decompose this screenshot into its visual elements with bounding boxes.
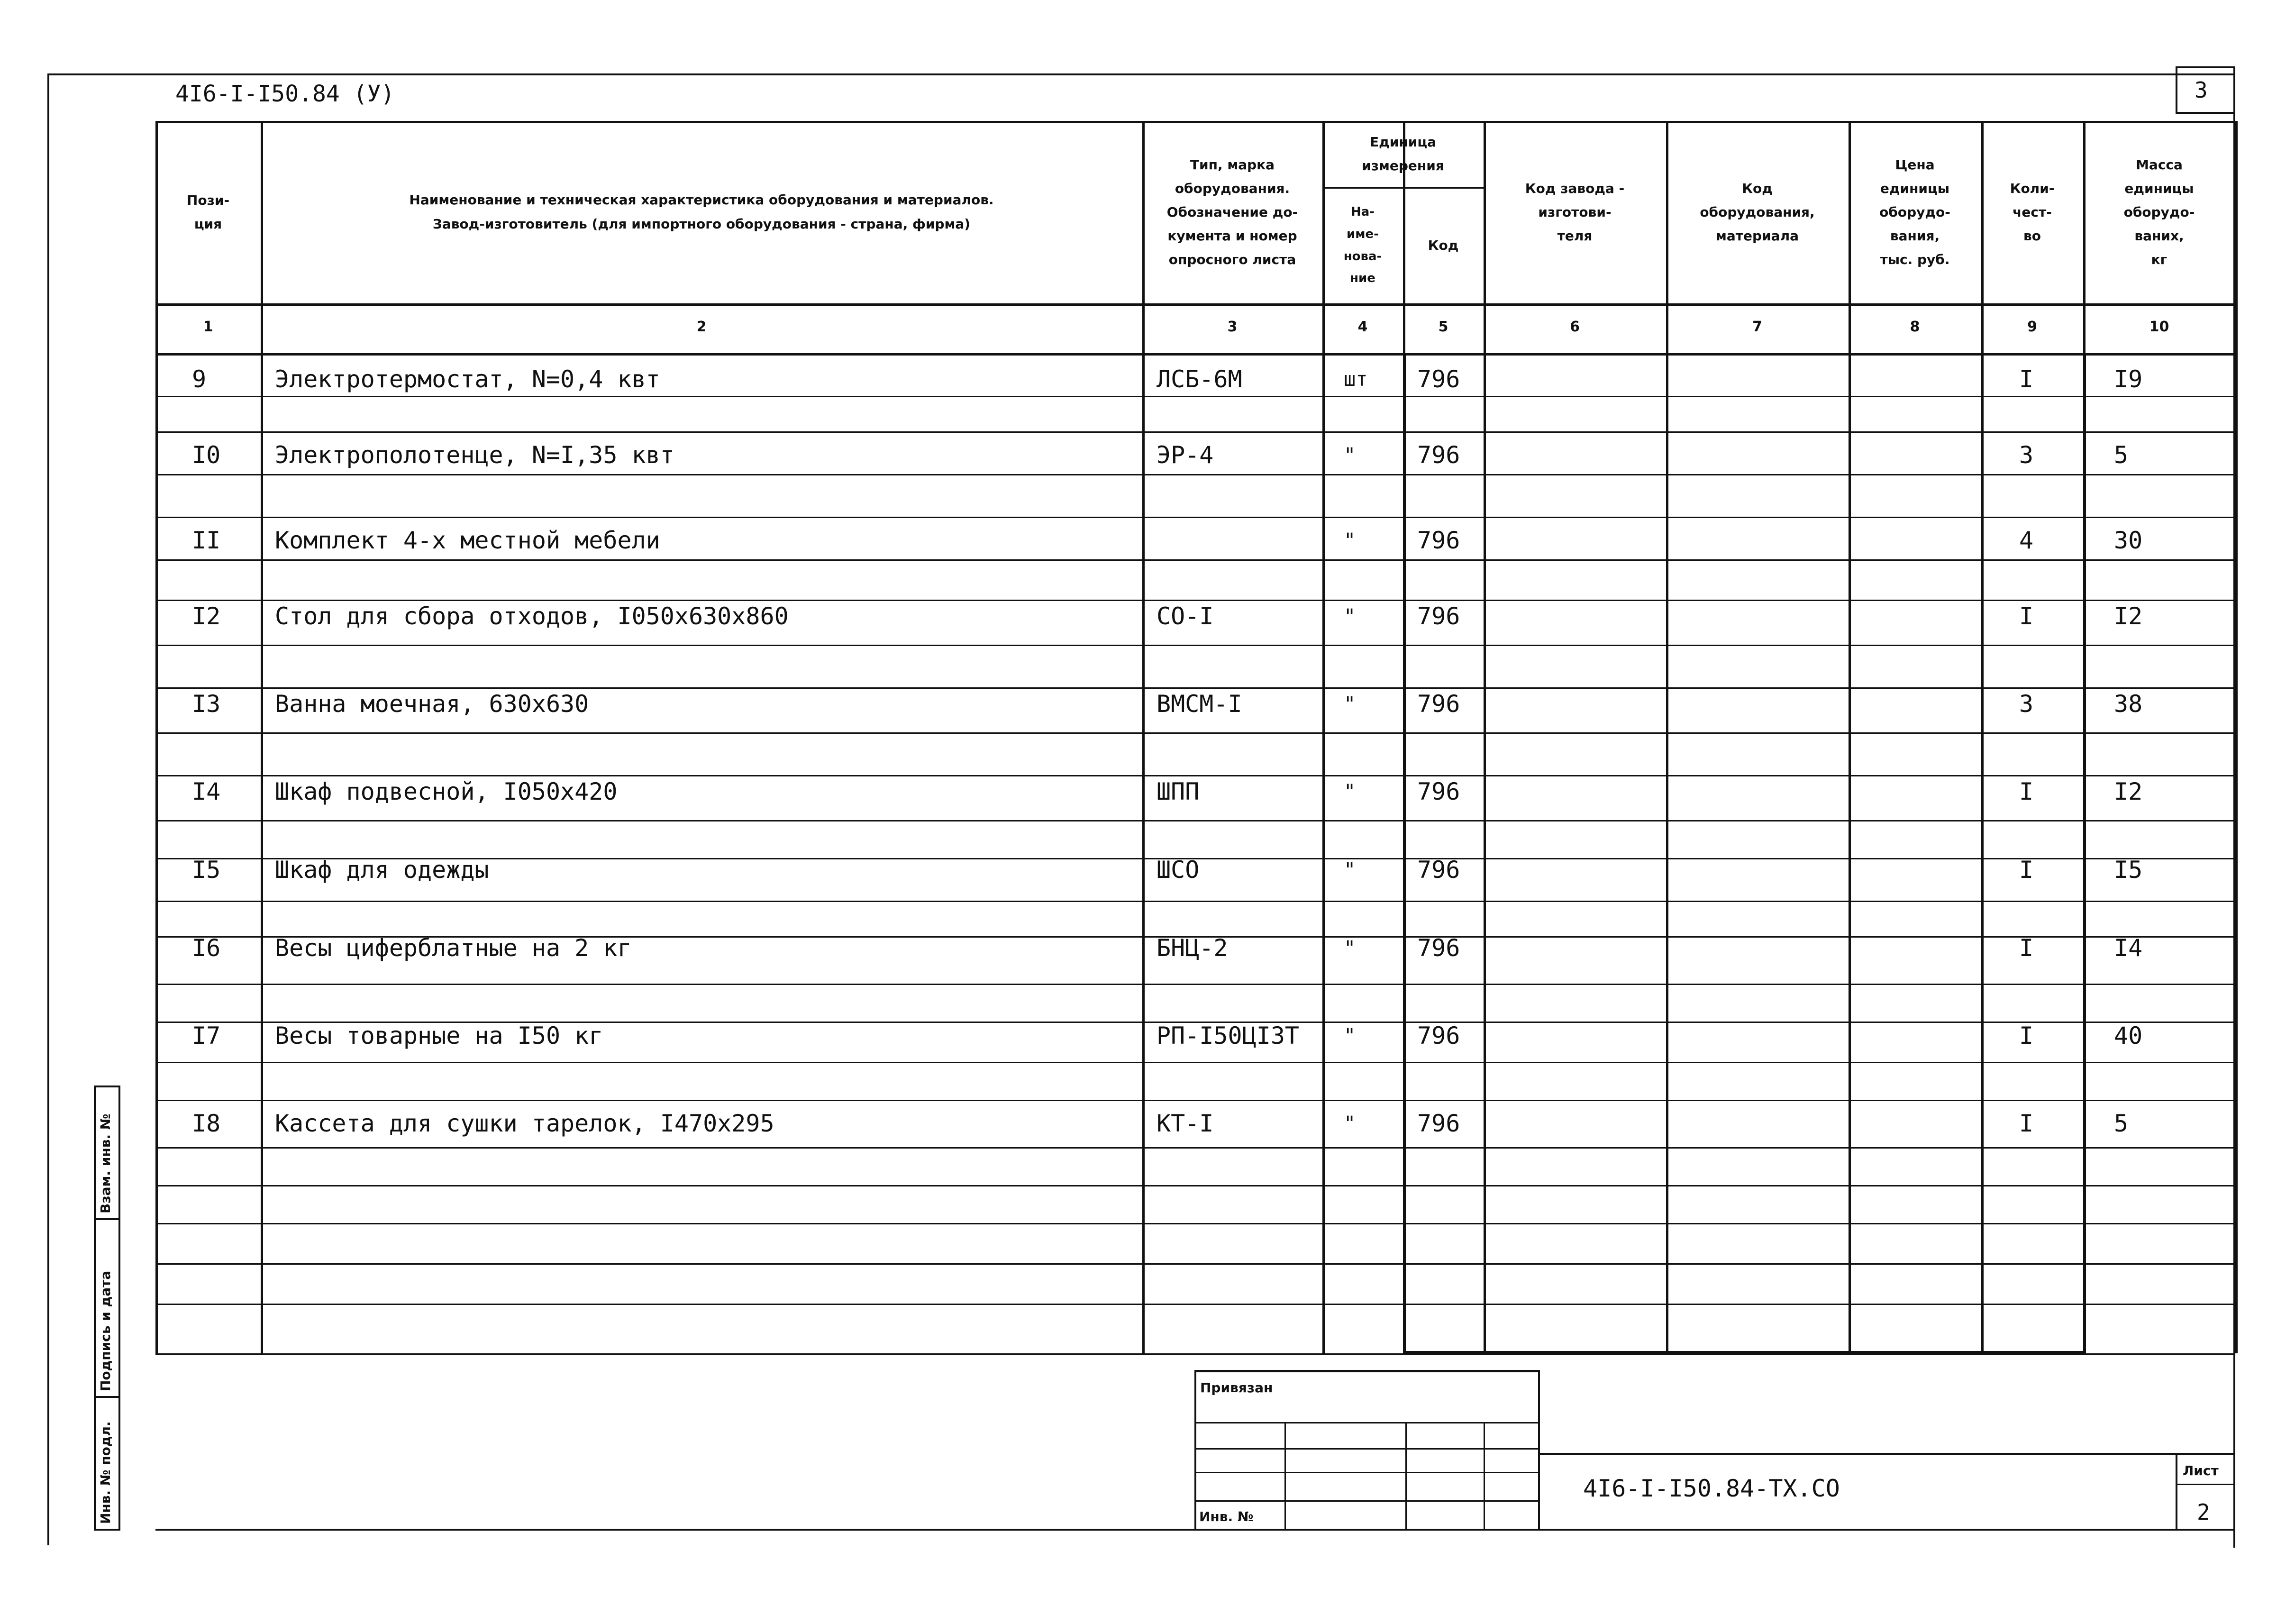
row-line — [155, 559, 2235, 561]
row-line — [155, 1304, 2235, 1305]
row-code: 796 — [1417, 778, 1460, 805]
column-number: 9 — [2027, 319, 2037, 335]
header-type: Тип, марка оборудования. Обозначение до- кумента и номер опросного листа — [1166, 156, 1298, 267]
column-number: 3 — [1227, 319, 1238, 335]
document-code-bottom: 4I6-I-I50.84-TX.CO — [1583, 1475, 1840, 1502]
column-number: 10 — [2149, 319, 2169, 335]
row-name: Шкаф для одежды — [275, 856, 489, 884]
row-quantity: 4 — [2019, 527, 2034, 554]
row-unit: " — [1344, 1024, 1356, 1047]
row-type: РП-I50ЦI3Т — [1157, 1022, 1300, 1049]
row-line — [155, 901, 2235, 902]
row-code: 796 — [1417, 1110, 1460, 1137]
row-quantity: I — [2019, 778, 2034, 805]
row-quantity: 3 — [2019, 690, 2034, 718]
header-price: Цена единицы оборудо- вания, тыс. руб. — [1879, 156, 1950, 267]
header-unit-group: Единица измерения — [1362, 134, 1444, 173]
side-label-inv-orig: Инв. № подл. — [98, 1421, 113, 1524]
side-label-sign-date: Подпись и дата — [98, 1270, 113, 1391]
row-position: I0 — [192, 441, 221, 469]
column-number: 8 — [1910, 319, 1920, 335]
row-mass: I9 — [2114, 365, 2143, 393]
row-code: 796 — [1417, 934, 1460, 962]
column-number: 7 — [1752, 319, 1762, 335]
column-number: 4 — [1357, 319, 1368, 335]
sheet-box-bottom — [2176, 112, 2235, 114]
row-type: СО-I — [1157, 602, 1214, 630]
row-quantity: 3 — [2019, 441, 2034, 469]
row-quantity: I — [2019, 365, 2034, 393]
row-name: Электрополотенце, N=I,35 квт — [275, 441, 674, 469]
header-unit-code: Код — [1428, 237, 1459, 253]
box-line — [2083, 353, 2086, 1353]
row-quantity: I — [2019, 856, 2034, 884]
row-line — [155, 431, 2235, 433]
row-type: ЛСБ-6М — [1157, 365, 1242, 393]
row-code: 796 — [1417, 602, 1460, 630]
row-unit: " — [1344, 936, 1356, 959]
row-code: 796 — [1417, 1022, 1460, 1049]
column-number: 6 — [1570, 319, 1580, 335]
row-line — [155, 600, 2235, 601]
frame-left — [47, 73, 49, 1545]
row-position: I5 — [192, 856, 221, 884]
row-mass: I5 — [2114, 856, 2143, 884]
row-code: 796 — [1417, 856, 1460, 884]
column-line — [2235, 121, 2238, 1353]
row-position: 9 — [192, 365, 207, 393]
sheet-value: 2 — [2197, 1499, 2210, 1525]
row-position: I7 — [192, 1022, 221, 1049]
row-code: 796 — [1417, 690, 1460, 718]
row-code: 796 — [1417, 441, 1460, 469]
row-unit: " — [1344, 529, 1356, 552]
row-mass: 5 — [2114, 441, 2129, 469]
row-quantity: I — [2019, 934, 2034, 962]
row-code: 796 — [1417, 527, 1460, 554]
row-line — [155, 645, 2235, 646]
header-factory-code: Код завода - изготови- теля — [1525, 180, 1625, 244]
row-mass: 5 — [2114, 1110, 2129, 1137]
row-unit: " — [1344, 692, 1356, 715]
row-unit: " — [1344, 443, 1356, 466]
row-line — [155, 517, 2235, 518]
row-unit: шт — [1344, 367, 1368, 391]
row-line — [155, 984, 2235, 985]
row-unit: " — [1344, 780, 1356, 803]
inventory-label: Инв. № — [1199, 1509, 1254, 1524]
row-name: Электротермостат, N=0,4 квт — [275, 365, 660, 393]
row-name: Шкаф подвесной, I050x420 — [275, 778, 618, 805]
row-quantity: I — [2019, 1022, 2034, 1049]
row-quantity: I — [2019, 1110, 2034, 1137]
row-position: I2 — [192, 602, 221, 630]
row-type: БНЦ-2 — [1157, 934, 1228, 962]
header-mass: Масса единицы оборудо- ваниx, кг — [2123, 156, 2195, 267]
row-type: ШПП — [1157, 778, 1200, 805]
column-number: 1 — [203, 319, 213, 335]
row-position: I6 — [192, 934, 221, 962]
row-type: ВМСМ-I — [1157, 690, 1242, 718]
row-name: Комплект 4-х местной мебели — [275, 527, 660, 554]
document-code-top: 4I6-I-I50.84 (У) — [175, 81, 395, 107]
sheet-box-top — [2176, 66, 2235, 68]
sheet-number-top: 3 — [2195, 77, 2208, 103]
row-name: Ванна моечная, 630x630 — [275, 690, 589, 718]
row-mass: I2 — [2114, 778, 2143, 805]
row-position: I3 — [192, 690, 221, 718]
row-line — [155, 1263, 2235, 1265]
sheet-box-left — [2176, 66, 2177, 114]
header-quantity: Коли- чест- во — [2010, 180, 2055, 244]
row-unit: " — [1344, 604, 1356, 628]
row-code: 796 — [1417, 365, 1460, 393]
row-mass: I4 — [2114, 934, 2143, 962]
row-name: Стол для сбора отходов, I050x630x860 — [275, 602, 789, 630]
row-unit: " — [1344, 858, 1356, 881]
attached-label: Привязан — [1200, 1380, 1273, 1396]
row-line — [155, 1223, 2235, 1224]
row-type: ШСО — [1157, 856, 1200, 884]
row-line — [155, 775, 2235, 776]
row-mass: 30 — [2114, 527, 2143, 554]
row-line — [155, 474, 2235, 475]
column-number: 2 — [696, 319, 707, 335]
row-name: Весы циферблатные на 2 кг — [275, 934, 632, 962]
header-position: Пози- ция — [186, 192, 230, 232]
row-line — [155, 396, 2235, 397]
row-type: ЭР-4 — [1157, 441, 1214, 469]
row-line — [155, 1185, 2235, 1186]
row-unit: " — [1344, 1112, 1356, 1135]
header-unit-name: На- име- нова- ние — [1343, 204, 1382, 286]
box-line — [1403, 353, 1406, 1353]
row-name: Весы товарные на I50 кг — [275, 1022, 603, 1049]
row-position: I8 — [192, 1110, 221, 1137]
row-line — [155, 1100, 2235, 1101]
frame-top — [47, 73, 2235, 75]
row-line — [155, 820, 2235, 821]
row-position: II — [192, 527, 221, 554]
column-number: 5 — [1438, 319, 1448, 335]
row-line — [155, 732, 2235, 734]
row-quantity: I — [2019, 602, 2034, 630]
row-line — [155, 1147, 2235, 1149]
number-row-bottom — [155, 353, 2235, 356]
header-equipment-code: Код оборудования, материала — [1700, 180, 1815, 244]
sheet-label: Лист — [2183, 1463, 2219, 1478]
row-line — [155, 1062, 2235, 1063]
row-line — [155, 687, 2235, 689]
row-type: КТ-I — [1157, 1110, 1214, 1137]
side-label-replaced-inv: Взам. инв. № — [98, 1113, 113, 1213]
row-mass: 40 — [2114, 1022, 2143, 1049]
header-name: Наименование и техническая характеристика оборудования и материалов. Завод-изготовитель (для импортного оборудования - страна, фирма) — [409, 192, 994, 232]
row-name: Кассета для сушки тарелок, I470x295 — [275, 1110, 774, 1137]
row-mass: I2 — [2114, 602, 2143, 630]
row-position: I4 — [192, 778, 221, 805]
row-mass: 38 — [2114, 690, 2143, 718]
